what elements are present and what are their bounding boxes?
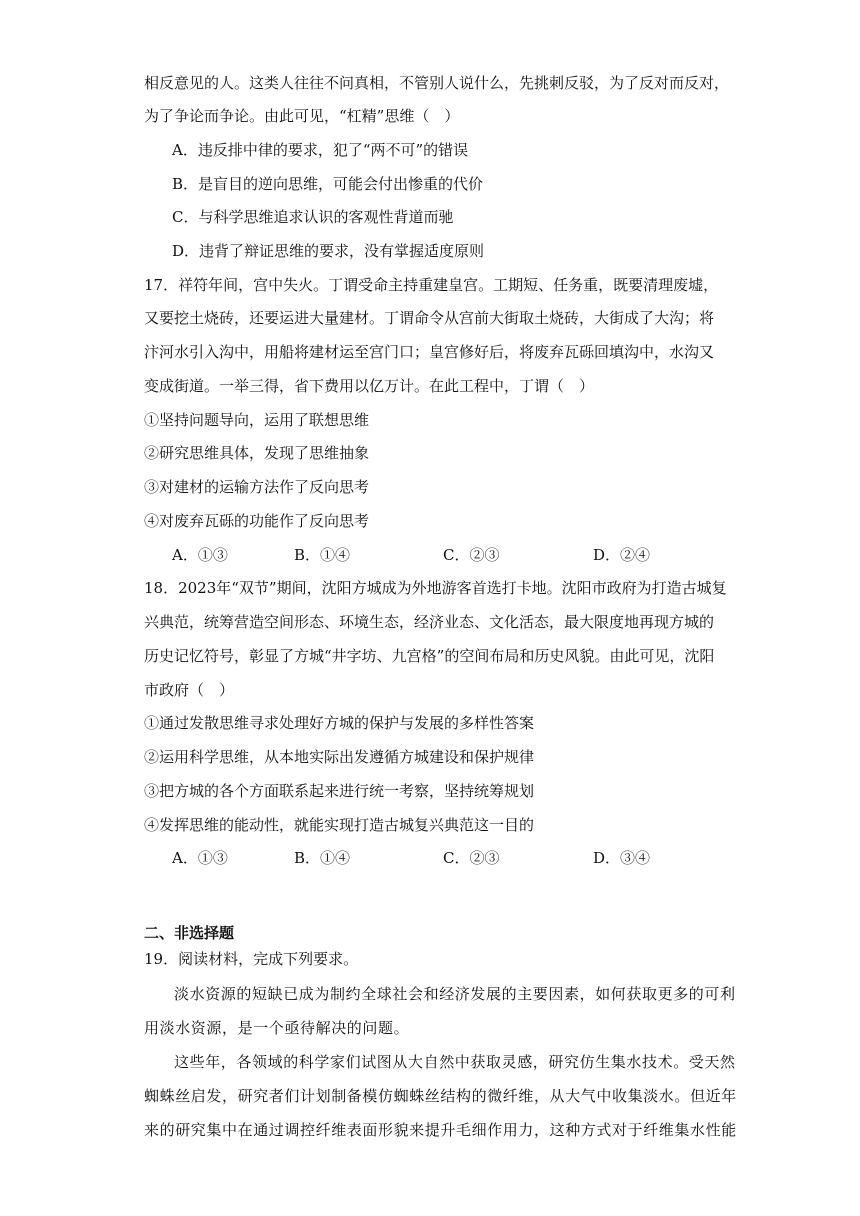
q17-text-line-4: 变成街道。一举三得，省下费用以亿万计。在此工程中，丁谓（ ） — [144, 377, 595, 395]
q16-text-line-2: 为了争论而争论。由此可见，“杠精”思维（ ） — [144, 107, 460, 125]
q18-statement-2: ②运用科学思维，从本地实际出发遵循方城建设和保护规律 — [144, 748, 535, 766]
q18-choice-c: C．②③ — [443, 849, 500, 867]
q19-prompt: 19．阅读材料，完成下列要求。 — [144, 950, 359, 968]
q16-option-c: C．与科学思维追求认识的客观性背道而驰 — [172, 208, 454, 226]
q18-statement-3: ③把方城的各个方面联系起来进行统一考察，坚持统筹规划 — [144, 782, 535, 800]
q16-option-b: B．是盲目的逆向思维，可能会付出惨重的代价 — [172, 175, 484, 193]
q19-material-line-4: 蜘蛛丝启发，研究者们计划制备模仿蜘蛛丝结构的微纤维，从大气中收集淡水。但近年 — [144, 1087, 737, 1105]
q17-choice-d: D．②④ — [593, 546, 651, 564]
q19-material-line-1: 淡水资源的短缺已成为制约全球社会和经济发展的主要因素，如何获取更多的可利 — [174, 985, 736, 1003]
q18-text-line-2: 兴典范，统筹营造空间形态、环境生态，经济业态、文化活态，最大限度地再现方城的 — [144, 613, 715, 631]
q17-text-line-2: 又要挖土烧砖，还要运进大量建材。丁谓命令从宫前大街取土烧砖，大街成了大沟；将 — [144, 309, 715, 327]
q17-choice-c: C．②③ — [443, 546, 500, 564]
q16-option-a: A．违反排中律的要求，犯了“两不可”的错误 — [172, 141, 469, 159]
q17-statement-3: ③对建材的运输方法作了反向思考 — [144, 478, 370, 496]
q17-choice-b: B．①④ — [294, 546, 351, 564]
q17-statement-1: ①坚持问题导向，运用了联想思维 — [144, 411, 370, 429]
q18-text-line-4: 市政府（ ） — [144, 681, 235, 699]
q17-statement-4: ④对废弃瓦砾的功能作了反向思考 — [144, 512, 370, 530]
q19-material-line-2: 用淡水资源，是一个亟待解决的问题。 — [144, 1019, 410, 1037]
q18-choice-d: D．③④ — [593, 849, 651, 867]
q18-text-line-1: 18．2023年“双节”期间，沈阳方城成为外地游客首选打卡地。沈阳市政府为打造古城复 — [144, 579, 727, 597]
q18-choice-a: A．①③ — [172, 849, 228, 867]
q19-material-line-3: 这些年，各领域的科学家们试图从大自然中获取灵感，研究仿生集水技术。受天然 — [174, 1053, 736, 1071]
section-title: 二、非选择题 — [144, 924, 235, 942]
q18-text-line-3: 历史记忆符号，彰显了方城“井字坊、九宫格”的空间布局和历史风貌。由此可见，沈阳 — [144, 647, 715, 665]
q17-statement-2: ②研究思维具体，发现了思维抽象 — [144, 444, 370, 462]
q18-statement-1: ①通过发散思维寻求处理好方城的保护与发展的多样性答案 — [144, 714, 535, 732]
q17-text-line-3: 汴河水引入沟中，用船将建材运至宫门口；皇宫修好后，将废弃瓦砾回填沟中，水沟又 — [144, 343, 715, 361]
q16-option-d: D．违背了辩证思维的要求，没有掌握适度原则 — [172, 242, 485, 260]
q17-choice-a: A．①③ — [172, 546, 228, 564]
q16-text-line-1: 相反意见的人。这类人往往不问真相，不管别人说什么，先挑刺反驳，为了反对而反对， — [144, 74, 730, 92]
q18-choice-b: B．①④ — [294, 849, 351, 867]
q19-material-line-5: 来的研究集中在通过调控纤维表面形貌来提升毛细作用力，这种方式对于纤维集水性能 — [144, 1121, 737, 1139]
q18-statement-4: ④发挥思维的能动性，就能实现打造古城复兴典范这一目的 — [144, 816, 535, 834]
q17-text-line-1: 17．祥符年间，宫中失火。丁谓受命主持重建皇宫。工期短、任务重，既要清理废墟， — [144, 276, 719, 294]
